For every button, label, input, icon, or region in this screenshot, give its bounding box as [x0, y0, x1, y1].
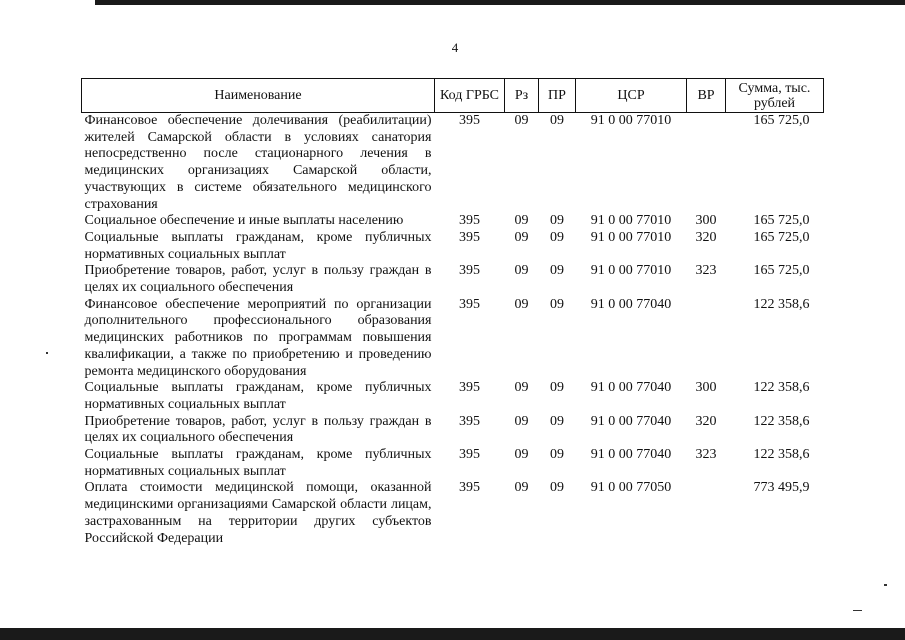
row-rz: 09 [514, 413, 529, 429]
row-sum: 165 725,0 [753, 229, 810, 245]
row-rz: 09 [514, 380, 529, 396]
header-csr: ЦСР [576, 79, 687, 113]
header-pr: ПР [539, 79, 576, 113]
row-csr: 91 0 00 77010 [590, 229, 672, 245]
header-rz: Рз [505, 79, 539, 113]
row-grbs: 395 [459, 296, 480, 312]
row-sum: 122 358,6 [753, 380, 810, 396]
row-pr: 09 [550, 447, 564, 463]
row-grbs: 395 [459, 263, 480, 279]
page-number: 4 [451, 40, 459, 55]
row-vr: 320 [695, 413, 717, 429]
scan-mark-right [884, 584, 887, 586]
table-row [82, 297, 824, 381]
table-row [82, 380, 824, 413]
row-vr: 300 [695, 213, 717, 229]
header-vr: ВР [687, 79, 726, 113]
row-name: Социальные выплаты гражданам, кроме публичных нормативных социальных выплат [84, 229, 432, 262]
row-rz: 09 [514, 447, 529, 463]
header-name: Наименование [82, 79, 435, 113]
row-vr [687, 480, 726, 547]
row-grbs: 395 [459, 380, 480, 396]
row-rz: 09 [514, 263, 529, 279]
top-rule [95, 0, 905, 5]
row-csr: 91 0 00 77040 [590, 380, 672, 396]
row-pr: 09 [550, 296, 564, 312]
budget-table [81, 78, 824, 547]
row-csr: 91 0 00 77010 [590, 263, 672, 279]
row-csr: 91 0 00 77010 [590, 113, 672, 128]
row-sum: 773 495,9 [753, 480, 810, 496]
row-vr: 300 [695, 380, 717, 396]
row-rz: 09 [514, 113, 529, 128]
row-pr: 09 [550, 380, 564, 396]
row-vr: 323 [695, 447, 717, 463]
row-sum: 122 358,6 [753, 413, 810, 429]
row-grbs: 395 [459, 447, 480, 463]
table-row [82, 480, 824, 547]
row-grbs: 395 [459, 480, 480, 496]
header-sum: Сумма, тыс. рублей [726, 79, 824, 113]
row-sum: 122 358,6 [753, 296, 810, 312]
row-csr: 91 0 00 77010 [590, 213, 672, 229]
row-vr: 323 [695, 263, 717, 279]
row-csr: 91 0 00 77050 [590, 480, 672, 496]
row-sum: 165 725,0 [753, 213, 810, 229]
row-sum: 165 725,0 [753, 113, 810, 128]
row-pr: 09 [550, 113, 564, 128]
row-pr: 09 [550, 413, 564, 429]
row-rz: 09 [514, 296, 529, 312]
table-row [82, 113, 824, 214]
row-pr: 09 [550, 480, 564, 496]
row-rz: 09 [514, 480, 529, 496]
row-sum: 165 725,0 [753, 263, 810, 279]
row-name: Финансовое обеспечение мероприятий по организации дополнительного профессионального образования медицинских работников по программам повышения квалификации, а также по приобретению и проведению ремонта медицинского оборудования [84, 296, 432, 379]
row-name: Социальные выплаты гражданам, кроме публичных нормативных социальных выплат [84, 447, 432, 479]
table-row [82, 414, 824, 447]
row-csr: 91 0 00 77040 [590, 413, 672, 429]
row-name: Приобретение товаров, работ, услуг в пользу граждан в целях их социального обеспечения [84, 263, 432, 296]
row-pr: 09 [550, 213, 564, 229]
table-row [82, 213, 824, 230]
row-grbs: 395 [459, 113, 480, 128]
row-name: Социальные выплаты гражданам, кроме публичных нормативных социальных выплат [84, 380, 432, 412]
row-name: Приобретение товаров, работ, услуг в пользу граждан в целях их социального обеспечения [84, 413, 432, 446]
row-name: Оплата стоимости медицинской помощи, оказанной медицинскими организациями Самарской области лицам, застрахованным на территории других субъектов Российской Федерации [84, 480, 432, 546]
row-sum: 122 358,6 [753, 447, 810, 463]
row-grbs: 395 [459, 413, 480, 429]
table-row [82, 263, 824, 296]
row-vr: 320 [695, 229, 717, 245]
table-header-row [82, 79, 824, 113]
row-vr [687, 113, 726, 214]
row-csr: 91 0 00 77040 [590, 447, 672, 463]
row-rz: 09 [514, 229, 529, 245]
row-csr: 91 0 00 77040 [590, 296, 672, 312]
row-pr: 09 [550, 229, 564, 245]
row-rz: 09 [514, 213, 529, 229]
row-grbs: 395 [459, 229, 480, 245]
row-grbs: 395 [459, 213, 480, 229]
scan-mark-bottom [853, 610, 862, 611]
table-row [82, 230, 824, 263]
bottom-rule [0, 628, 905, 640]
header-grbs: Код ГРБС [435, 79, 505, 113]
row-name: Финансовое обеспечение долечивания (реабилитации) жителей Самарской области в условиях санатория непосредственно после стационарного лечения в медицинских организациях Самарской области, участвующих в системе обязательного медицинского страхования [84, 113, 432, 212]
row-name: Социальное обеспечение и иные выплаты населению [84, 213, 404, 229]
table-row [82, 447, 824, 480]
row-pr: 09 [550, 263, 564, 279]
scan-mark-left [46, 352, 48, 354]
row-vr [687, 297, 726, 381]
